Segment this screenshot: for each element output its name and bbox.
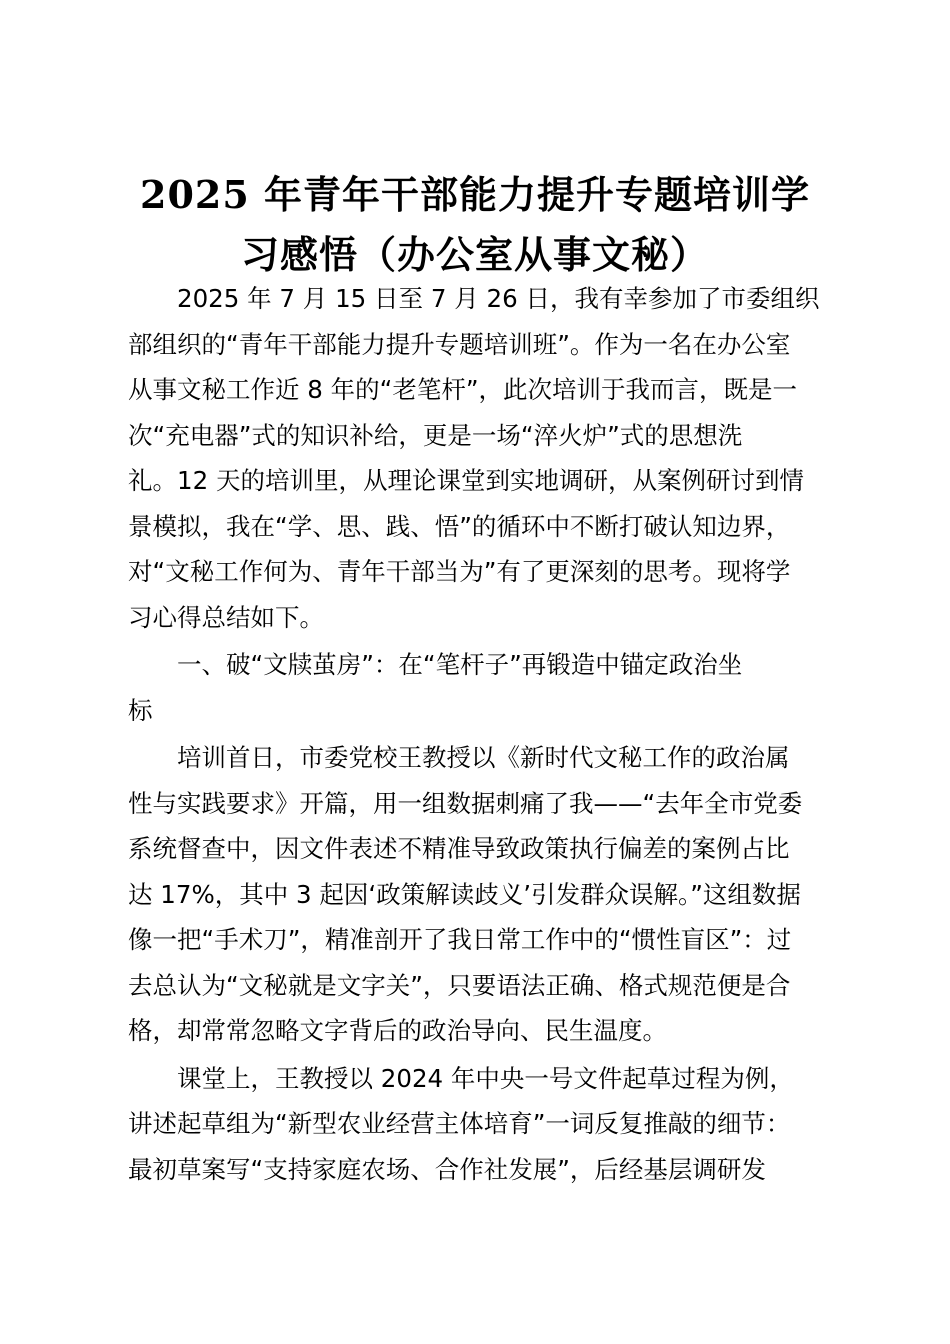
- text-line: 2025 年 7 月 15 日至 7 月 26 日，我有幸参加了市委组织: [177, 284, 820, 313]
- text-line: 讲述起草组为“新型农业经营主体培育”一词反复推敲的细节：: [128, 1109, 791, 1138]
- text-line: 格，却常常忽略文字背后的政治导向、民生温度。: [128, 1016, 667, 1045]
- title-line: 2025 年青年干部能力提升专题培训学: [140, 172, 810, 217]
- intro-paragraph: [128, 276, 838, 640]
- section-heading: [128, 642, 838, 733]
- text-line: 去总认为“文秘就是文字关”，只要语法正确、格式规范便是合: [128, 970, 791, 1000]
- title-line: 习感悟（办公室从事文秘）: [240, 232, 709, 277]
- text-line: 像一把“手术刀”，精准剖开了我日常工作中的“惯性盲区”：过: [128, 925, 792, 954]
- text-line: 系统督查中，因文件表述不精准导致政策执行偏差的案例占比: [128, 834, 790, 863]
- text-line: 礼。12 天的培训里，从理论课堂到实地调研，从案例研讨到情: [128, 466, 804, 495]
- text-line: 最初草案写“支持家庭农场、合作社发展”，后经基层调研发: [128, 1154, 766, 1184]
- text-line: 景模拟，我在“学、思、践、悟”的循环中不断打破认知边界，: [128, 511, 791, 541]
- document-body: [128, 276, 838, 1192]
- text-line: 习心得总结如下。: [128, 602, 324, 632]
- text-line: 性与实践要求》开篇，用一组数据刺痛了我——“去年全市党委: [128, 788, 803, 818]
- text-line: 对“文秘工作何为、青年干部当为”有了更深刻的思考。现将学: [128, 557, 791, 586]
- text-line: 一、破“文牍茧房”：在“笔杆子”再锻造中锚定政治坐: [177, 650, 743, 679]
- text-line: 从事文秘工作近 8 年的“老笔杆”，此次培训于我而言，既是一: [128, 375, 798, 404]
- text-line: 部组织的“青年干部能力提升专题培训班”。作为一名在办公室: [128, 329, 791, 359]
- body-paragraph: [128, 735, 838, 1054]
- text-line: 课堂上，王教授以 2024 年中央一号文件起草过程为例，: [177, 1063, 794, 1093]
- body-paragraph: [128, 1056, 838, 1193]
- text-line: 培训首日，市委党校王教授以《新时代文秘工作的政治属: [177, 743, 790, 772]
- document-title: [120, 165, 830, 285]
- text-line: 标: [128, 695, 153, 725]
- text-line: 次“充电器”式的知识补给，更是一场“淬火炉”式的思想洗: [128, 420, 743, 450]
- text-line: 达 17%，其中 3 起因‘政策解读歧义’引发群众误解。”这组数据: [128, 879, 801, 909]
